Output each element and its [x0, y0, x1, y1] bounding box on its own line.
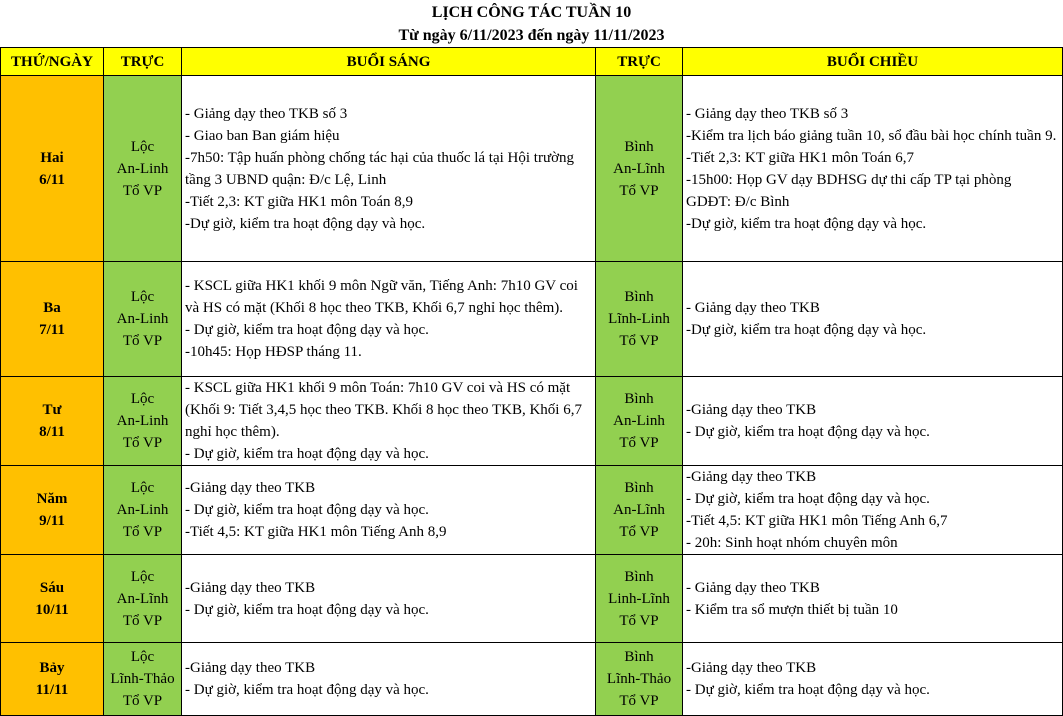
day-cell-line: Năm [36, 491, 68, 507]
truc-afternoon-cell-line: An-Linh [613, 413, 665, 429]
truc-afternoon-cell-line: Tổ VP [619, 182, 659, 199]
truc-morning-cell-line: An-Linh [116, 160, 169, 177]
table-row [1, 555, 1063, 643]
afternoon-cell [683, 76, 1063, 262]
day-cell-line: 9/11 [39, 513, 65, 529]
morning-cell-line: - Giảng dạy theo TKB số 3 [185, 105, 348, 122]
day-cell [1, 377, 104, 466]
day-cell-line: 7/11 [39, 322, 65, 338]
truc-morning-cell-line: Lộc [130, 138, 155, 155]
day-cell-line: Hai [40, 149, 64, 166]
afternoon-cell-line: -Kiểm tra lịch báo giảng tuần 10, sổ đầu bài học chính tuần 9. [686, 127, 1057, 144]
day-cell-line: Sáu [39, 579, 65, 596]
day-cell [1, 76, 104, 262]
afternoon-cell-line: -Dự giờ, kiểm tra hoạt động dạy và học. [686, 322, 927, 338]
morning-cell-line: - Giao ban Ban giám hiệu [185, 127, 340, 144]
table-row [1, 262, 1063, 377]
truc-morning-cell-line: Lộc [130, 391, 155, 407]
truc-afternoon-cell-line: Lĩnh-Thảo [606, 671, 672, 687]
day-cell [1, 643, 104, 716]
afternoon-cell-line: -Giảng dạy theo TKB [686, 469, 817, 485]
truc-morning-cell [104, 76, 182, 262]
day-cell [1, 466, 104, 555]
morning-cell-line: - KSCL giữa HK1 khối 9 môn Toán: 7h10 GV coi và HS có mặt (Khối 9: Tiết 3,4,5 học theo TKB. Khối 8 học theo TKB, Khối 6,7 nghỉ học thêm). [185, 380, 582, 440]
table-row [1, 76, 1063, 262]
truc-morning-cell [104, 643, 182, 716]
day-cell-line: 6/11 [39, 171, 65, 188]
header-truc-morning: TRỰC [104, 48, 182, 76]
schedule-title [0, 0, 1063, 47]
morning-cell-line: - KSCL giữa HK1 khối 9 môn Ngữ văn, Tiếng Anh: 7h10 GV coi và HS có mặt (Khối 8 học theo TKB, Khối 6,7 nghỉ học thêm). [185, 278, 578, 316]
truc-morning-cell-line: Lĩnh-Thảo [110, 671, 175, 687]
day-cell-line: Ba [43, 300, 61, 316]
title-line-1: LỊCH CÔNG TÁC TUẦN 10 [431, 4, 632, 21]
morning-cell [182, 377, 596, 466]
truc-morning-cell [104, 555, 182, 643]
day-cell-line: Bảy [39, 660, 65, 676]
day-cell [1, 555, 104, 643]
truc-morning-cell-line: Lộc [130, 289, 155, 305]
morning-cell-line: - Dự giờ, kiểm tra hoạt động dạy và học. [185, 601, 429, 618]
truc-morning-cell-line: An-Linh [116, 311, 169, 327]
header-truc-afternoon: TRỰC [596, 48, 683, 76]
morning-cell-line: -Giảng dạy theo TKB [185, 660, 316, 676]
afternoon-cell [683, 555, 1063, 643]
header-row [1, 48, 1063, 76]
afternoon-cell-line: -Tiết 2,3: KT giữa HK1 môn Toán 6,7 [686, 149, 915, 166]
morning-cell [182, 262, 596, 377]
afternoon-cell-line: -15h00: Họp GV dạy BDHSG dự thi cấp TP tại phòng GDĐT: Đ/c Bình [686, 171, 1012, 210]
table-row [1, 377, 1063, 466]
morning-cell-line: - Dự giờ, kiểm tra hoạt động dạy và học. [185, 682, 429, 698]
truc-morning-cell-line: Lộc [130, 568, 155, 585]
truc-afternoon-cell-line: Bình [624, 391, 654, 407]
truc-afternoon-cell [596, 643, 683, 716]
truc-morning-cell-line: Lộc [130, 480, 155, 496]
title-line-2: Từ ngày 6/11/2023 đến ngày 11/11/2023 [398, 27, 665, 44]
morning-cell-line: -Tiết 2,3: KT giữa HK1 môn Toán 8,9 [185, 193, 414, 210]
afternoon-cell-line: -Giảng dạy theo TKB [686, 660, 817, 676]
afternoon-cell-line: -Giảng dạy theo TKB [686, 402, 817, 418]
truc-afternoon-cell [596, 466, 683, 555]
truc-morning-cell [104, 377, 182, 466]
day-cell [1, 262, 104, 377]
truc-morning-cell-line: An-Linh [116, 502, 169, 518]
truc-afternoon-cell [596, 555, 683, 643]
morning-cell [182, 76, 596, 262]
truc-morning-cell-line: An-Linh [116, 413, 169, 429]
header-morning: BUỔI SÁNG [182, 48, 596, 76]
truc-afternoon-cell-line: Tổ VP [619, 435, 659, 451]
truc-morning-cell [104, 262, 182, 377]
afternoon-cell-line: - Dự giờ, kiểm tra hoạt động dạy và học. [686, 682, 930, 698]
morning-cell-line: - Dự giờ, kiểm tra hoạt động dạy và học. [185, 322, 429, 338]
table-row [1, 643, 1063, 716]
table-row [1, 466, 1063, 555]
afternoon-cell-line: - Giảng dạy theo TKB số 3 [686, 105, 849, 122]
morning-cell-line: -Tiết 4,5: KT giữa HK1 môn Tiếng Anh 8,9 [185, 524, 447, 540]
morning-cell-line: - Dự giờ, kiểm tra hoạt động dạy và học. [185, 502, 429, 518]
truc-morning-cell-line: Tổ VP [122, 182, 163, 199]
morning-cell-line: -Dự giờ, kiểm tra hoạt động dạy và học. [185, 215, 426, 232]
truc-morning-cell-line: An-Lĩnh [116, 590, 169, 607]
truc-morning-cell-line: Tổ VP [122, 333, 163, 349]
morning-cell [182, 643, 596, 716]
truc-afternoon-cell-line: Bình [624, 568, 654, 585]
afternoon-cell-line: - Giảng dạy theo TKB [686, 579, 820, 596]
schedule-table [0, 47, 1063, 716]
morning-cell-line: -10h45: Họp HĐSP tháng 11. [185, 344, 362, 360]
morning-cell-line: -7h50: Tập huấn phòng chống tác hại của thuốc lá tại Hội trường tầng 3 UBND quận: Đ/c Lệ, Linh [185, 149, 575, 188]
truc-afternoon-cell-line: Tổ VP [619, 693, 659, 709]
morning-cell-line: - Dự giờ, kiểm tra hoạt động dạy và học. [185, 446, 429, 462]
truc-afternoon-cell-line: Linh-Lĩnh [608, 590, 670, 607]
afternoon-cell [683, 377, 1063, 466]
truc-afternoon-cell-line: Bình [624, 289, 654, 305]
afternoon-cell-line: - Kiểm tra sổ mượn thiết bị tuần 10 [686, 601, 898, 618]
truc-morning-cell-line: Tổ VP [122, 693, 163, 709]
afternoon-cell [683, 262, 1063, 377]
truc-morning-cell-line: Tổ VP [122, 524, 163, 540]
morning-cell [182, 555, 596, 643]
truc-afternoon-cell-line: Tổ VP [619, 333, 659, 349]
truc-afternoon-cell-line: Tổ VP [619, 524, 659, 540]
truc-afternoon-cell [596, 262, 683, 377]
truc-afternoon-cell-line: Bình [624, 138, 654, 155]
afternoon-cell [683, 466, 1063, 555]
day-cell-line: 11/11 [35, 682, 69, 698]
afternoon-cell-line: - Dự giờ, kiểm tra hoạt động dạy và học. [686, 424, 930, 440]
header-afternoon: BUỔI CHIỀU [683, 48, 1063, 76]
truc-afternoon-cell [596, 76, 683, 262]
afternoon-cell-line: - Dự giờ, kiểm tra hoạt động dạy và học. [686, 491, 930, 507]
truc-afternoon-cell-line: Tổ VP [619, 612, 659, 629]
truc-afternoon-cell [596, 377, 683, 466]
day-cell-line: 10/11 [35, 601, 69, 618]
truc-afternoon-cell-line: Bình [624, 480, 654, 496]
truc-afternoon-cell-line: An-Lĩnh [613, 160, 665, 177]
morning-cell-line: -Giảng dạy theo TKB [185, 480, 316, 496]
day-cell-line: 8/11 [39, 424, 65, 440]
afternoon-cell [683, 643, 1063, 716]
truc-afternoon-cell-line: Lĩnh-Linh [608, 311, 670, 327]
truc-morning-cell-line: Tổ VP [122, 435, 163, 451]
truc-afternoon-cell-line: An-Lĩnh [613, 502, 665, 518]
afternoon-cell-line: - 20h: Sinh hoạt nhóm chuyên môn [686, 535, 898, 551]
afternoon-cell-line: -Dự giờ, kiểm tra hoạt động dạy và học. [686, 215, 927, 232]
afternoon-cell-line: -Tiết 4,5: KT giữa HK1 môn Tiếng Anh 6,7 [686, 513, 948, 529]
day-cell-line: Tư [42, 402, 62, 418]
header-day: THỨ/NGÀY [1, 48, 104, 76]
truc-morning-cell [104, 466, 182, 555]
morning-cell-line: -Giảng dạy theo TKB [185, 579, 316, 596]
truc-afternoon-cell-line: Bình [624, 649, 654, 665]
schedule-body [1, 76, 1063, 716]
afternoon-cell-line: - Giảng dạy theo TKB [686, 300, 820, 316]
truc-morning-cell-line: Lộc [130, 649, 155, 665]
morning-cell [182, 466, 596, 555]
truc-morning-cell-line: Tổ VP [122, 612, 163, 629]
